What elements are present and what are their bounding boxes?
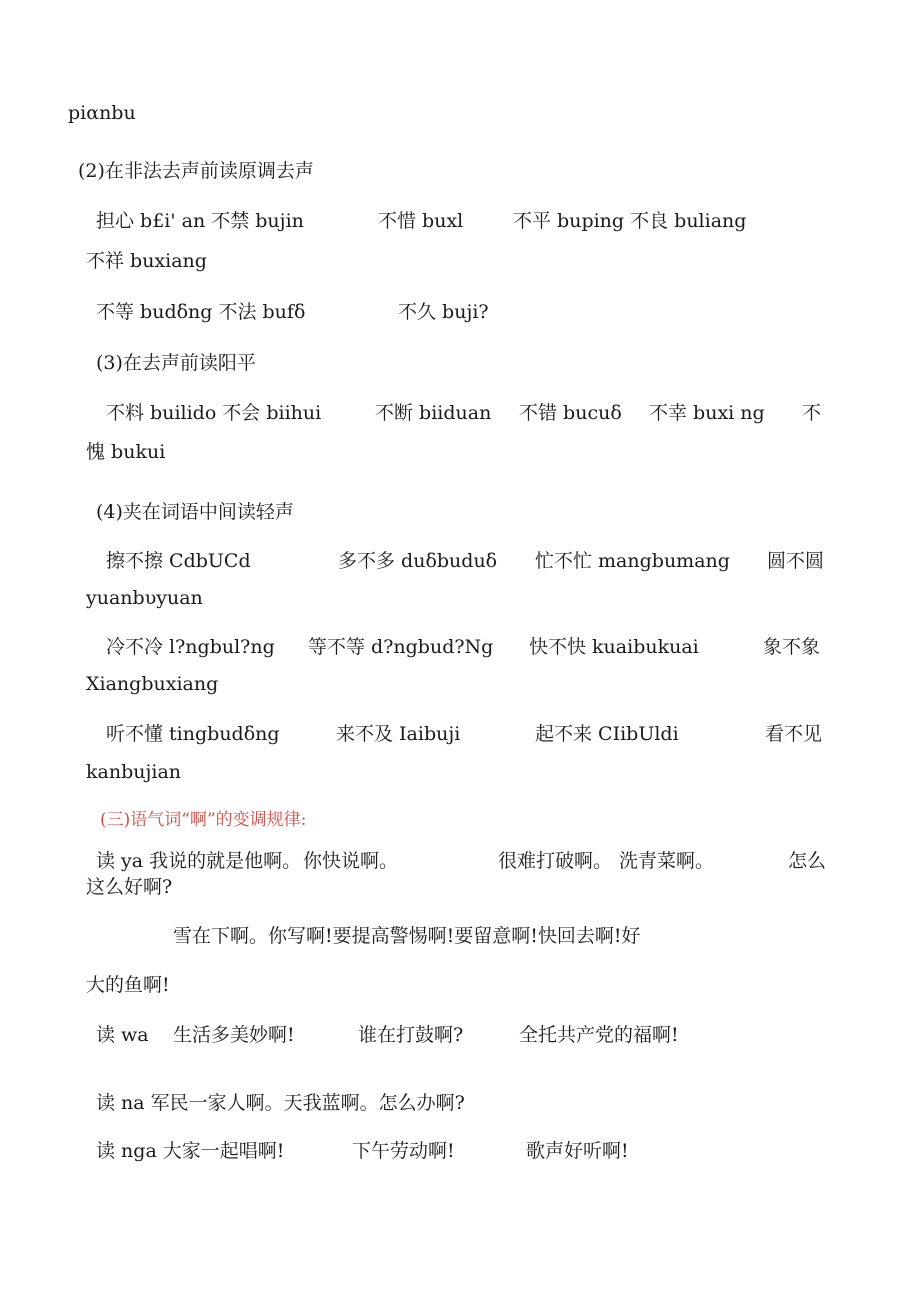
example-item: 不久 buji? [398, 301, 489, 323]
example-item: 读 nga 大家一起唱啊! [96, 1140, 285, 1162]
example-item: 不料 builido 不会 biihui [106, 402, 322, 424]
section-heading-3: (3)在去声前读阳平 [96, 352, 256, 374]
example-item: 谁在打鼓啊? [358, 1024, 464, 1046]
example-item: 来不及 Iaibuji [336, 723, 461, 745]
example-item: kanbujian [86, 761, 182, 783]
example-item: 生活多美妙啊! [173, 1024, 295, 1046]
example-item: 不平 buping 不良 buliang [513, 210, 747, 232]
example-item: yuanbυyuan [86, 587, 203, 609]
example-item: 忙不忙 mangbumang [535, 550, 730, 572]
example-item: 圆不圆 [767, 550, 825, 572]
example-item: 愧 bukui [86, 441, 166, 463]
example-item: 不惜 buxl [378, 210, 464, 232]
section-heading-particle: (三)语气词“啊”的变调规律: [100, 810, 307, 830]
example-item: 看不见 [765, 723, 823, 745]
example-item: 读 ya 我说的就是他啊。 [96, 850, 302, 872]
example-item: 不错 bucuδ [519, 402, 622, 424]
example-item: 不等 budδng 不法 bufδ [96, 301, 306, 323]
example-item: 听不懂 tingbudδng [106, 723, 280, 745]
example-item: 怎么 [788, 850, 827, 872]
example-item: 全托共产党的福啊! [519, 1024, 679, 1046]
example-item: 你快说啊。 [303, 850, 399, 872]
example-item: 不断 biiduan [375, 402, 492, 424]
example-item: 多不多 duδbuduδ [338, 550, 498, 572]
example-item: Xiangbuxiang [86, 673, 219, 695]
text-line: piαnbu [68, 102, 136, 124]
section-heading-4: (4)夹在词语中间读轻声 [96, 501, 294, 523]
example-item: 下午劳动啊! [352, 1140, 455, 1162]
example-item: 象不象 [763, 636, 821, 658]
example-item: 起不来 CIibUldi [535, 723, 679, 745]
example-item: 冷不冷 l?ngbul?ng [106, 636, 275, 658]
section-heading-2: (2)在非法去声前读原调去声 [78, 160, 314, 182]
example-item: 擦不擦 CdbUCd [106, 550, 251, 572]
example-item: 读 wa [96, 1024, 149, 1046]
example-item: 读 na 军民一家人啊。天我蓝啊。怎么办啊? [96, 1092, 465, 1114]
example-item: 等不等 d?ngbud?Ng [308, 636, 494, 658]
example-item: 不幸 buxi ng [649, 402, 765, 424]
example-item: 不祥 buxiang [86, 250, 207, 272]
example-item: 雪在下啊。你写啊!要提高警惕啊!要留意啊!快回去啊!好 [173, 925, 641, 947]
example-item: 担心 b£i' an 不禁 bujin [96, 210, 304, 232]
example-item: 大的鱼啊! [86, 974, 170, 996]
example-item: 歌声好听啊! [526, 1140, 629, 1162]
example-item: 很难打破啊。 [498, 850, 613, 872]
example-item: 快不快 kuaibukuai [529, 636, 699, 658]
example-item: 不 [802, 402, 822, 424]
example-item: 洗青菜啊。 [619, 850, 715, 872]
example-item: 这么好啊? [86, 876, 173, 898]
